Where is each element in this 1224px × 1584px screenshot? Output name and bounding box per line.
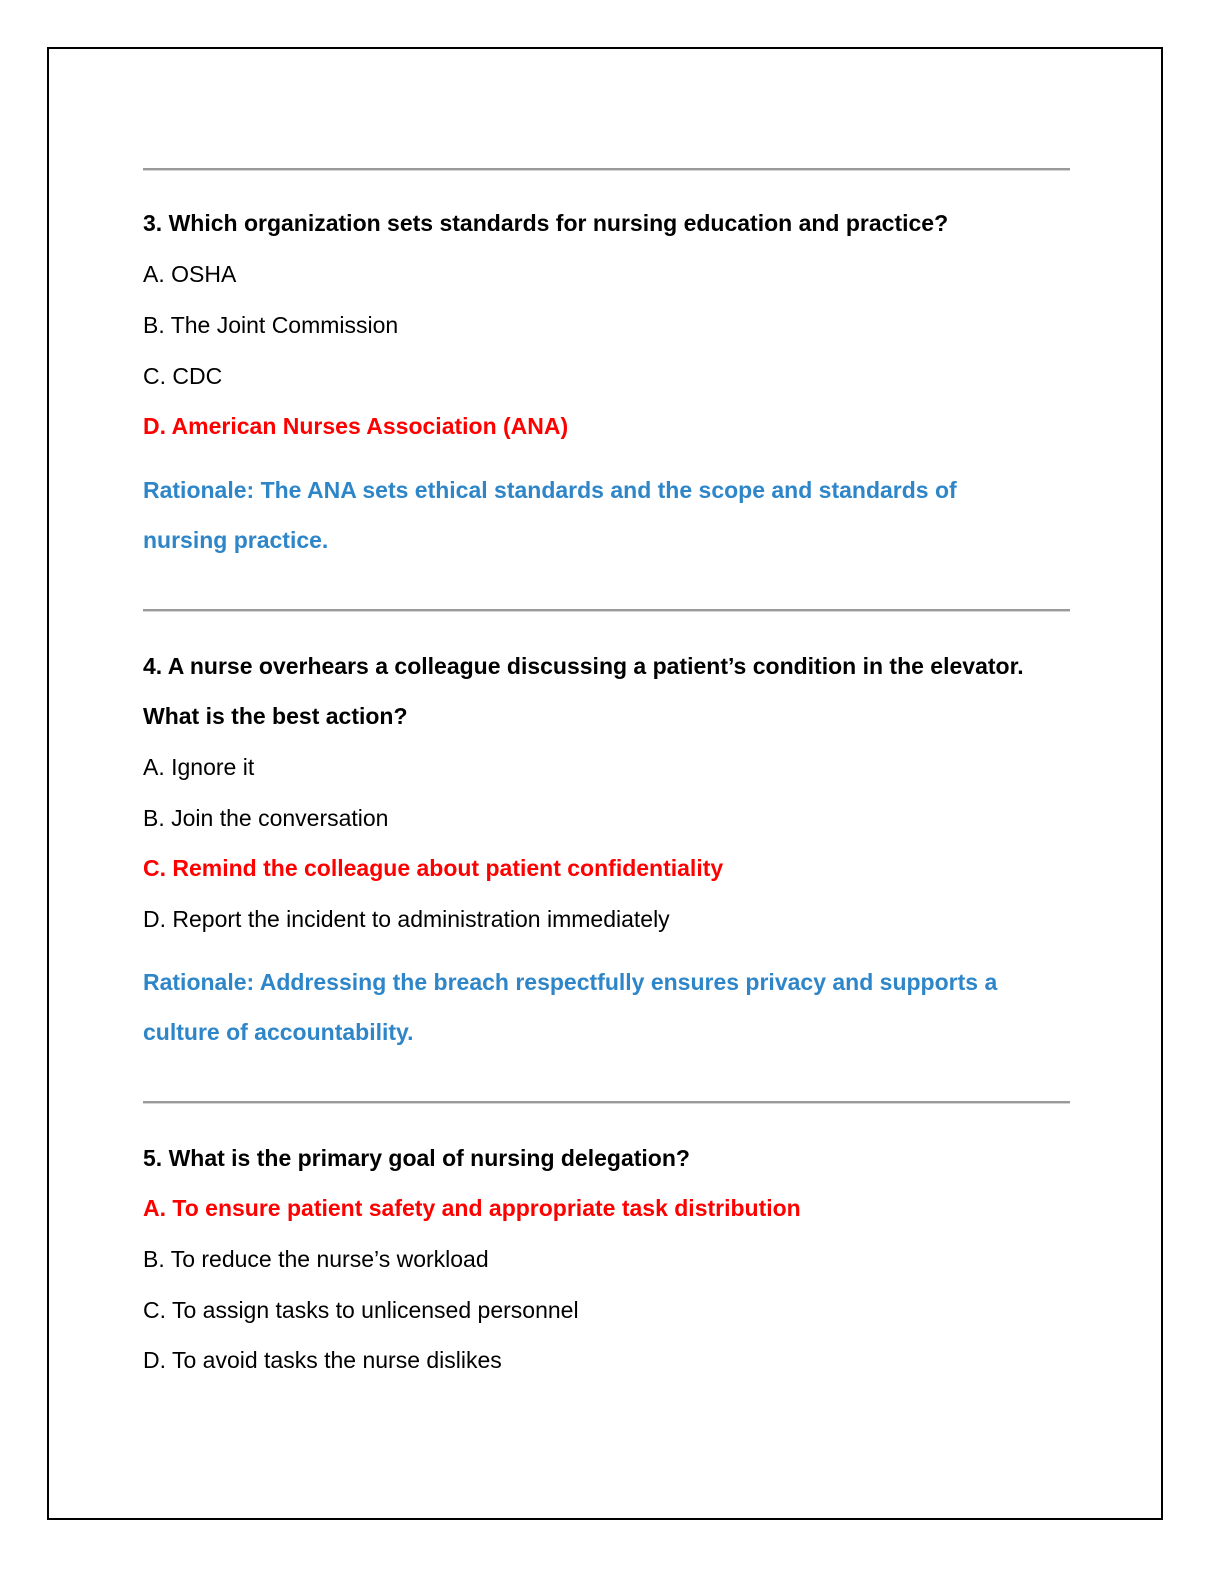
rationale-text: culture of accountability.: [143, 1019, 414, 1045]
section-divider: [143, 168, 1070, 171]
question-text: 4. A nurse overhears a colleague discussing a patient’s condition in the elevator.: [143, 653, 1024, 679]
answer-option: B. To reduce the nurse’s workload: [143, 1246, 489, 1272]
answer-option: A. Ignore it: [143, 754, 255, 780]
section-divider: [143, 1101, 1070, 1104]
answer-option: A. OSHA: [143, 261, 237, 287]
section-divider: [143, 609, 1070, 612]
rationale-text: Rationale: The ANA sets ethical standards and the scope and standards of: [143, 477, 957, 503]
question-text: What is the best action?: [143, 703, 408, 729]
rationale-text: nursing practice.: [143, 527, 329, 553]
answer-option: B. The Joint Commission: [143, 312, 399, 338]
rationale-text: Rationale: Addressing the breach respectfully ensures privacy and supports a: [143, 969, 998, 995]
correct-answer-option: D. American Nurses Association (ANA): [143, 413, 569, 439]
correct-answer-option: A. To ensure patient safety and appropriate task distribution: [143, 1195, 801, 1221]
question-text: 5. What is the primary goal of nursing delegation?: [143, 1145, 690, 1171]
answer-option: C. To assign tasks to unlicensed personnel: [143, 1297, 579, 1323]
answer-option: D. To avoid tasks the nurse dislikes: [143, 1347, 502, 1373]
correct-answer-option: C. Remind the colleague about patient confidentiality: [143, 855, 724, 881]
answer-option: D. Report the incident to administration immediately: [143, 906, 670, 932]
answer-option: B. Join the conversation: [143, 805, 389, 831]
question-text: 3. Which organization sets standards for nursing education and practice?: [143, 210, 949, 236]
answer-option: C. CDC: [143, 363, 223, 389]
